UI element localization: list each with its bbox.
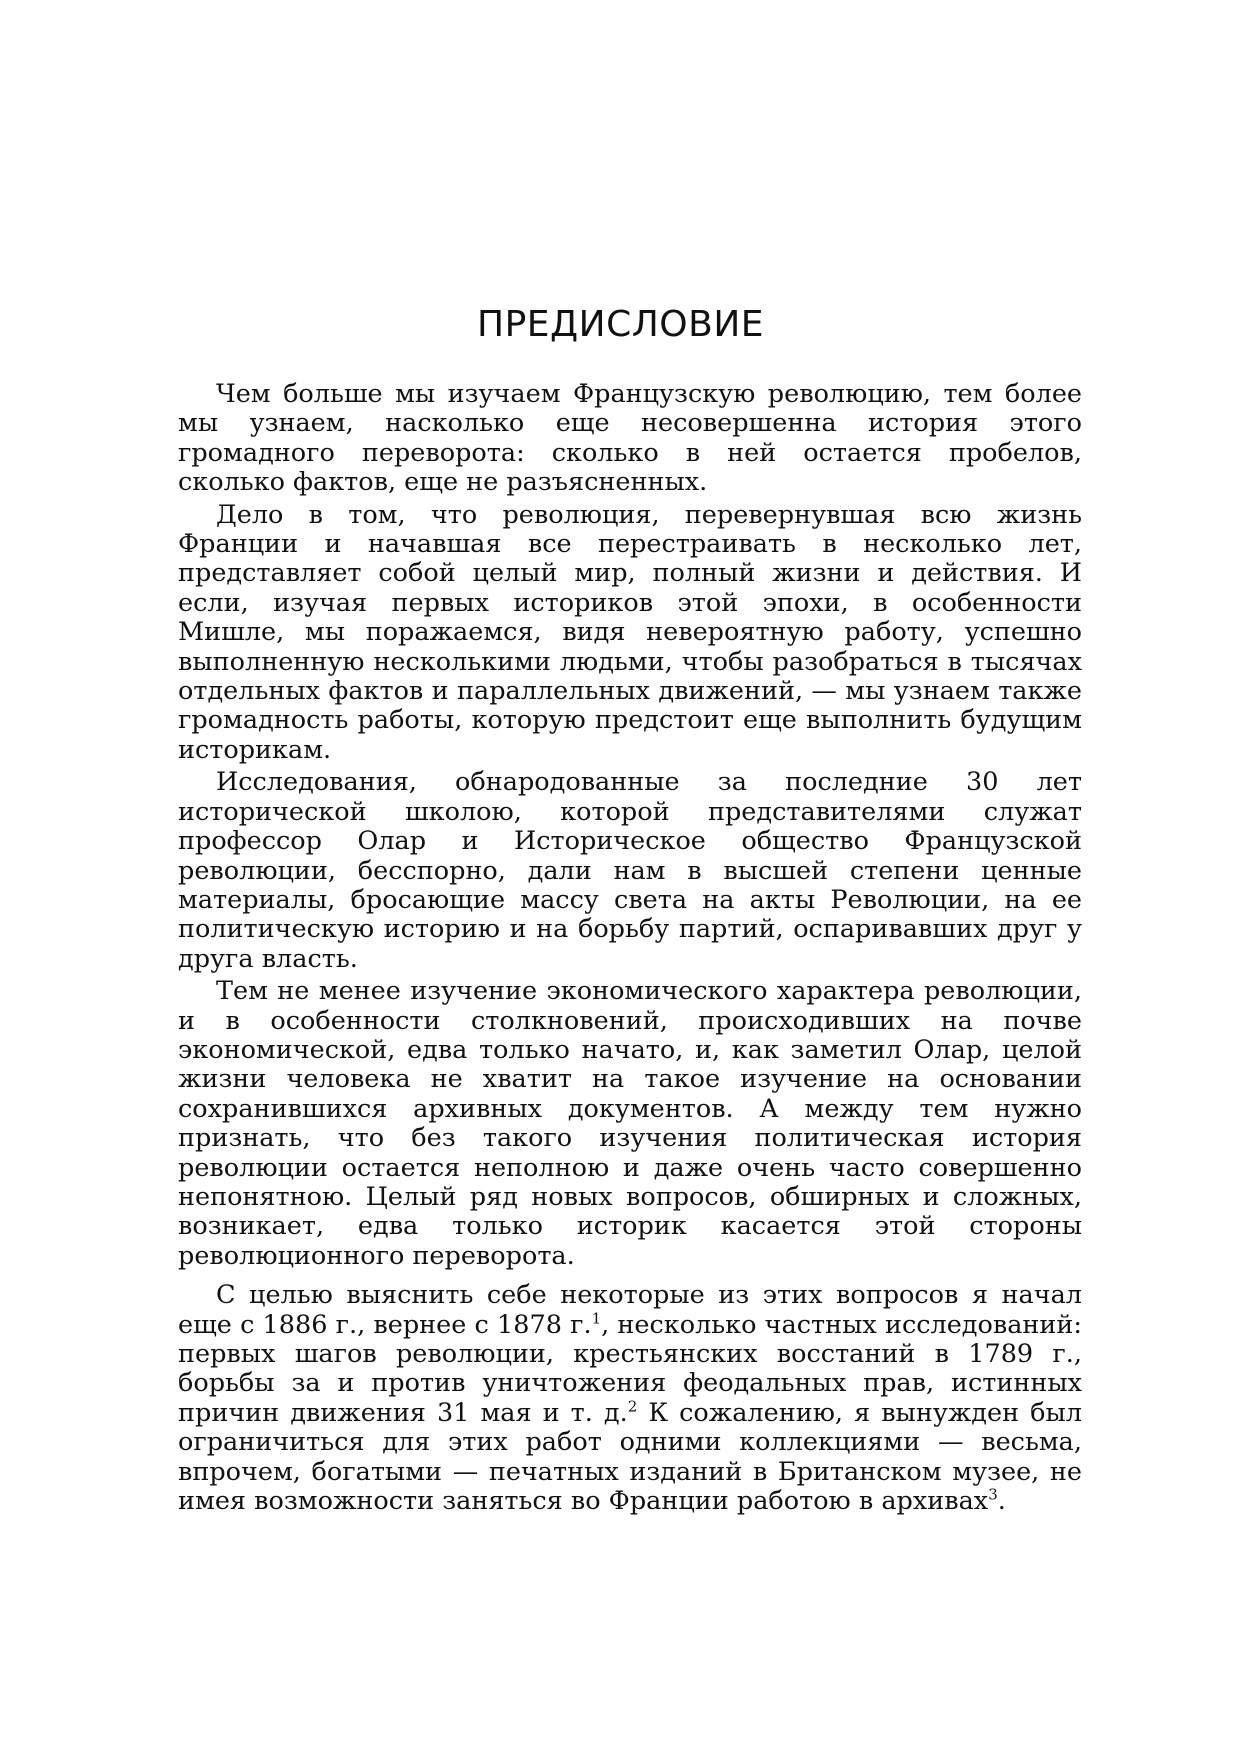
- paragraph-5-part-1: С целью выяснить себе некоторые из этих вопросов я начал еще с 1886 г., вернее с 1878 г.: [178, 1280, 1082, 1340]
- paragraph-1: Чем больше мы изучаем Французскую революцию, тем более мы узнаем, насколько еще несовершенна история этого громадного переворота: сколько в ней остается пробелов, сколько фактов, еще не разъясненных.: [178, 379, 1082, 498]
- preface-body: [178, 380, 1082, 1516]
- paragraph-5: [178, 1281, 1082, 1516]
- paragraph-3: Исследования, обнародованные за последние 30 лет исторической школою, которой представителями служат профессор Олар и Историческое общество Французской революции, бесспорно, дали нам в высшей степени ценные материалы, бросающие массу света на акты Революции, на ее политическую историю и на борьбу партий, оспаривавших друг у друга власть.: [178, 767, 1082, 974]
- paragraph-2: Дело в том, что революция, перевернувшая всю жизнь Франции и начавшая все перестраивать в несколько лет, представляет собой целый мир, полный жизни и действия. И если, изучая первых историков этой эпохи, в особенности Мишле, мы поражаемся, видя невероятную работу, успешно выполненную несколькими людьми, чтобы разобраться в тысячах отдельных фактов и параллельных движений, — мы узнаем также громадность работы, которую предстоит еще выполнить будущим историкам.: [178, 499, 1082, 765]
- paragraph-5-part-4: .: [997, 1486, 1006, 1517]
- footnote-ref-3: 3: [988, 1485, 998, 1504]
- paragraph-5-part-3: К сожалению, я вынужден был ограничиться для этих работ одними коллекциями — весьма, впрочем, богатыми — печатных изданий в Британском музее, не имея возможности заняться во Франции работою в архивах: [178, 1397, 1082, 1517]
- page-title: ПРЕДИСЛОВИЕ: [477, 304, 764, 345]
- footnote-ref-1: 1: [591, 1309, 602, 1328]
- paragraph-5-part-2: , несколько частных исследований: первых шагов революции, крестьянских восстаний в 1789 г., борьбы за и против уничтожения феодальных прав, истинных причин движения 31 мая и т. д.: [178, 1309, 1082, 1428]
- footnote-ref-2: 2: [627, 1397, 638, 1416]
- paragraph-4: Тем не менее изучение экономического характера революции, и в особенности столкновений, происходивших на почве экономической, едва только начато, и, как заметил Олар, целой жизни человека не хватит на такое изучение на основании сохранившихся архивных документов. А между тем нужно признать, что без такого изучения политическая история революции остается неполною и даже очень часто совершенно непонятною. Целый ряд новых вопросов, обширных и сложных, возникает, едва только историк касается этой стороны революционного переворота.: [178, 976, 1082, 1271]
